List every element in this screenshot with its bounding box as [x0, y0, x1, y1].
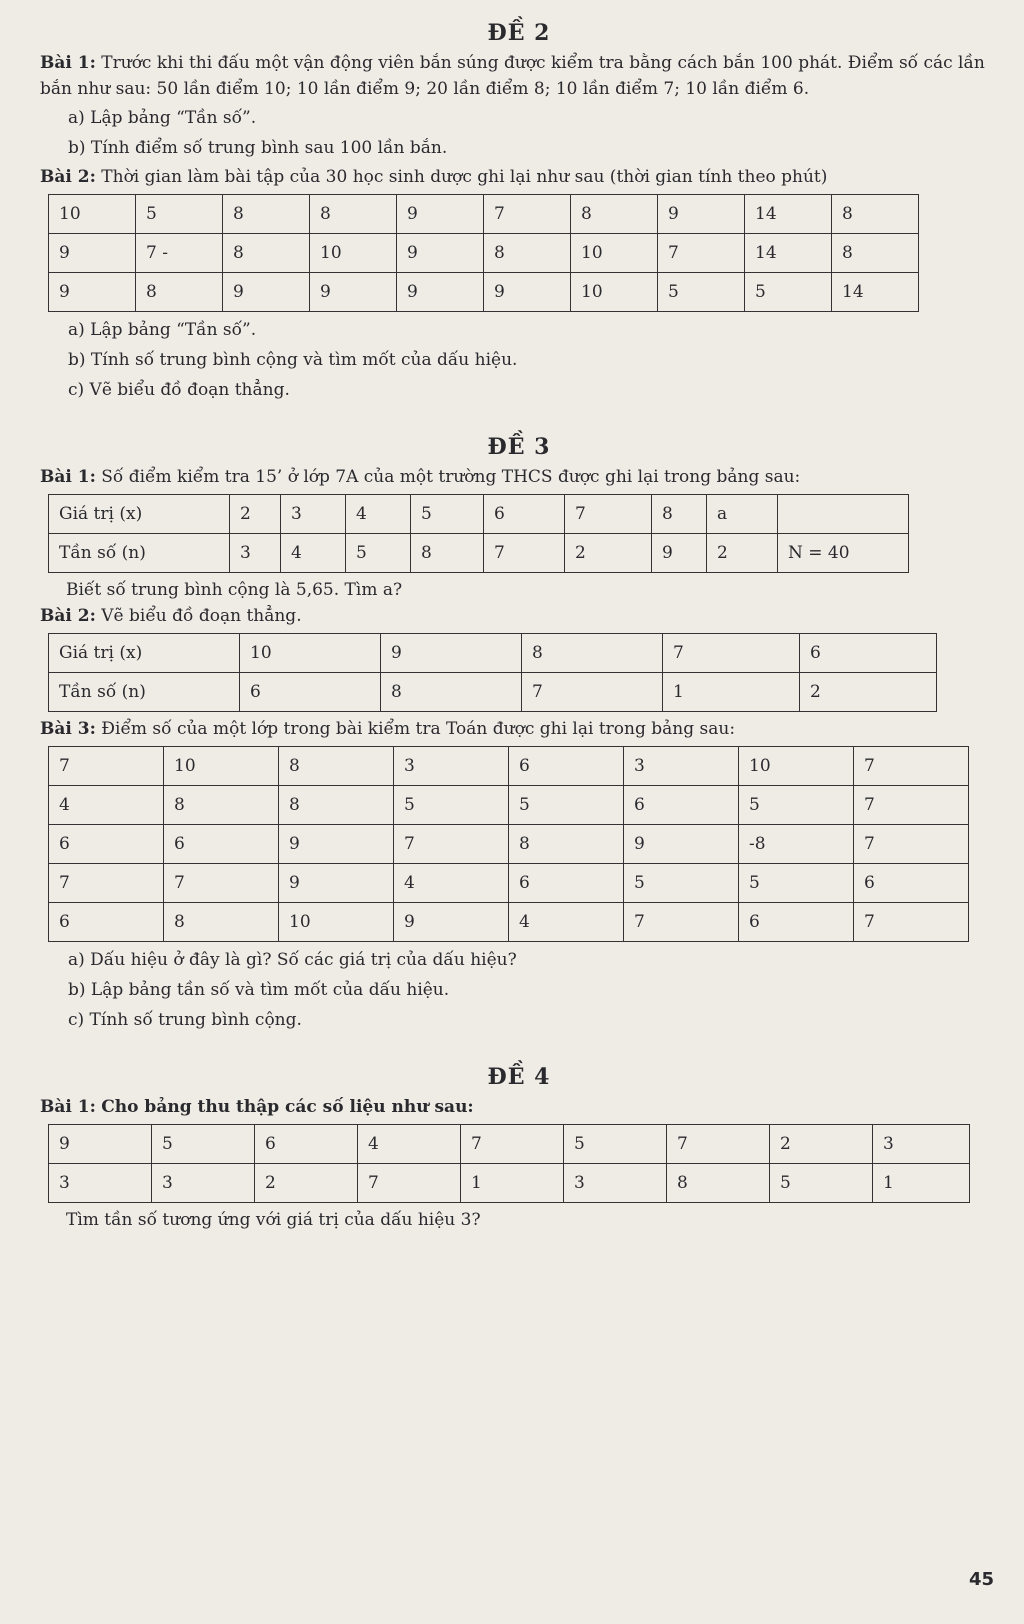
table-cell: 10 — [49, 195, 136, 234]
table-cell: N = 40 — [778, 534, 909, 573]
table-cell: 7 — [484, 534, 565, 573]
table-row — [49, 1164, 970, 1203]
de2-bai2-label: Bài 2: — [40, 167, 96, 187]
de4-bai1-text: Cho bảng thu thập các số liệu như sau: — [101, 1097, 474, 1117]
table-cell: 8 — [652, 495, 707, 534]
table-cell: 4 — [49, 786, 164, 825]
table-cell: 14 — [745, 195, 832, 234]
table-cell: 5 — [658, 273, 745, 312]
table-cell: -8 — [739, 825, 854, 864]
table-cell: 7 — [522, 673, 663, 712]
table-cell: 8 — [136, 273, 223, 312]
table-cell: 3 — [624, 747, 739, 786]
table-cell: 3 — [281, 495, 346, 534]
table-cell: 3 — [394, 747, 509, 786]
table-row — [49, 903, 969, 942]
table-cell: 8 — [310, 195, 397, 234]
table-cell: 7 — [624, 903, 739, 942]
de3-bai3-a: a) Dấu hiệu ở đây là gì? Số các giá trị của dấu hiệu? — [68, 950, 517, 970]
table-cell: 4 — [509, 903, 624, 942]
table-cell: 9 — [397, 195, 484, 234]
table-cell: 4 — [281, 534, 346, 573]
table-cell: 6 — [800, 634, 937, 673]
table-cell: 5 — [394, 786, 509, 825]
table-cell: 7 — [49, 864, 164, 903]
de3-bai2-text: Vẽ biểu đồ đoạn thẳng. — [101, 606, 302, 626]
table-row — [49, 864, 969, 903]
table-cell: 8 — [484, 234, 571, 273]
de2-bai2 — [40, 164, 998, 190]
table-cell: 8 — [571, 195, 658, 234]
table-cell: 9 — [279, 864, 394, 903]
table-cell: 6 — [509, 747, 624, 786]
de2-bai1-a: a) Lập bảng “Tần số”. — [68, 108, 257, 128]
table-cell: 10 — [279, 903, 394, 942]
table-cell: 6 — [509, 864, 624, 903]
table-cell: 2 — [230, 495, 281, 534]
table-cell: 6 — [484, 495, 565, 534]
table-row — [49, 825, 969, 864]
table-cell: 8 — [522, 634, 663, 673]
table-cell: 5 — [152, 1125, 255, 1164]
table-cell: 6 — [49, 825, 164, 864]
table-cell: 3 — [873, 1125, 970, 1164]
table-cell: 10 — [571, 234, 658, 273]
table-cell: a — [707, 495, 778, 534]
de3-bai3-label: Bài 3: — [40, 719, 96, 739]
table-row — [49, 673, 937, 712]
table-cell: Giá trị (x) — [49, 634, 240, 673]
table-cell: 6 — [164, 825, 279, 864]
table-cell: 9 — [624, 825, 739, 864]
table-cell: 10 — [571, 273, 658, 312]
table-cell: 9 — [310, 273, 397, 312]
table-cell: 4 — [358, 1125, 461, 1164]
de2-bai1 — [40, 50, 998, 102]
table-cell: 7 — [854, 903, 969, 942]
table-cell: 9 — [49, 273, 136, 312]
table-cell: 10 — [164, 747, 279, 786]
de3-title: ĐỀ 3 — [487, 434, 551, 460]
de3-bai3-table — [48, 746, 969, 942]
table-cell: 7 — [663, 634, 800, 673]
table-row — [49, 495, 909, 534]
de4-bai1-question: Tìm tần số tương ứng với giá trị của dấu hiệu 3? — [66, 1210, 481, 1230]
de3-bai1-text: Số điểm kiểm tra 15’ ở lớp 7A của một trường THCS được ghi lại trong bảng sau: — [101, 467, 801, 487]
table-cell: 8 — [223, 234, 310, 273]
table-cell: 9 — [397, 273, 484, 312]
de3-bai2 — [40, 603, 998, 629]
table-cell: 2 — [800, 673, 937, 712]
table-cell: 7 — [854, 825, 969, 864]
table-cell: 8 — [279, 747, 394, 786]
table-cell: 1 — [873, 1164, 970, 1203]
de3-bai3 — [40, 716, 998, 742]
table-cell: 14 — [745, 234, 832, 273]
table-cell: 14 — [832, 273, 919, 312]
table-row — [49, 273, 919, 312]
table-cell: 9 — [484, 273, 571, 312]
table-cell: 7 — [854, 747, 969, 786]
table-cell: 7 - — [136, 234, 223, 273]
table-cell: 3 — [49, 1164, 152, 1203]
table-cell: 5 — [411, 495, 484, 534]
de3-bai3-b: b) Lập bảng tần số và tìm mốt của dấu hiệu. — [68, 980, 450, 1000]
table-cell: 9 — [49, 234, 136, 273]
table-cell: 3 — [230, 534, 281, 573]
table-row — [49, 747, 969, 786]
table-cell: Tần số (n) — [49, 673, 240, 712]
table-cell: Tần số (n) — [49, 534, 230, 573]
table-cell: 8 — [164, 786, 279, 825]
de2-bai2-c: c) Vẽ biểu đồ đoạn thẳng. — [68, 380, 290, 400]
table-row — [49, 634, 937, 673]
table-cell: 9 — [381, 634, 522, 673]
table-cell: 5 — [136, 195, 223, 234]
table-cell: 8 — [223, 195, 310, 234]
table-cell: 8 — [411, 534, 484, 573]
table-cell: 7 — [461, 1125, 564, 1164]
table-cell: 1 — [461, 1164, 564, 1203]
table-cell: 5 — [564, 1125, 667, 1164]
table-cell: 7 — [164, 864, 279, 903]
table-cell: 8 — [164, 903, 279, 942]
table-row — [49, 234, 919, 273]
table-cell: 8 — [381, 673, 522, 712]
de2-bai2-table — [48, 194, 919, 312]
table-cell: 6 — [255, 1125, 358, 1164]
table-cell: 6 — [854, 864, 969, 903]
table-cell: 4 — [394, 864, 509, 903]
table-cell: 10 — [310, 234, 397, 273]
table-cell: 5 — [739, 864, 854, 903]
table-cell: 7 — [49, 747, 164, 786]
table-cell: 8 — [279, 786, 394, 825]
table-cell: 6 — [624, 786, 739, 825]
table-cell: 9 — [397, 234, 484, 273]
de4-bai1-table — [48, 1124, 970, 1203]
table-cell: 5 — [770, 1164, 873, 1203]
table-cell: 9 — [279, 825, 394, 864]
table-cell: 7 — [565, 495, 652, 534]
table-cell: 5 — [509, 786, 624, 825]
table-cell: 1 — [663, 673, 800, 712]
table-cell: 7 — [484, 195, 571, 234]
table-cell: 7 — [667, 1125, 770, 1164]
de2-title: ĐỀ 2 — [487, 20, 551, 46]
table-cell: 10 — [240, 634, 381, 673]
table-cell: 7 — [854, 786, 969, 825]
table-cell: Giá trị (x) — [49, 495, 230, 534]
de3-bai2-label: Bài 2: — [40, 606, 96, 626]
table-row — [49, 786, 969, 825]
de2-bai1-label: Bài 1: — [40, 53, 96, 73]
table-cell: 9 — [652, 534, 707, 573]
table-cell: 2 — [565, 534, 652, 573]
table-cell: 5 — [739, 786, 854, 825]
de3-bai1-table — [48, 494, 909, 573]
table-cell: 6 — [240, 673, 381, 712]
table-cell: 2 — [255, 1164, 358, 1203]
table-row — [49, 195, 919, 234]
table-cell: 9 — [223, 273, 310, 312]
de2-bai2-a: a) Lập bảng “Tần số”. — [68, 320, 257, 340]
table-cell: 2 — [770, 1125, 873, 1164]
table-cell: 9 — [658, 195, 745, 234]
de2-bai2-text: Thời gian làm bài tập của 30 học sinh dược ghi lại như sau (thời gian tính theo phút) — [101, 167, 828, 187]
table-cell: 7 — [358, 1164, 461, 1203]
table-cell: 9 — [49, 1125, 152, 1164]
table-cell: 7 — [394, 825, 509, 864]
table-cell: 8 — [509, 825, 624, 864]
table-cell: 6 — [739, 903, 854, 942]
table-cell: 3 — [152, 1164, 255, 1203]
table-cell: 6 — [49, 903, 164, 942]
de3-bai1 — [40, 464, 998, 490]
de3-bai1-label: Bài 1: — [40, 467, 96, 487]
table-cell: 5 — [346, 534, 411, 573]
de3-bai2-table — [48, 633, 937, 712]
table-cell — [778, 495, 909, 534]
de4-bai1-label: Bài 1: — [40, 1097, 96, 1117]
page-number: 45 — [968, 1569, 994, 1590]
table-cell: 5 — [745, 273, 832, 312]
de2-bai1-text: Trước khi thi đấu một vận động viên bắn súng được kiểm tra bằng cách bắn 100 phát. Điểm số các lần bắn như sau: 50 lần điểm 10; 10 lần điểm 9; 20 lần điểm 8; 10 lần điểm 7; 10 lần điểm 6. — [40, 53, 985, 99]
de2-bai2-b: b) Tính số trung bình cộng và tìm mốt của dấu hiệu. — [68, 350, 518, 370]
table-cell: 7 — [658, 234, 745, 273]
table-cell: 4 — [346, 495, 411, 534]
de3-bai3-text: Điểm số của một lớp trong bài kiểm tra Toán được ghi lại trong bảng sau: — [101, 719, 736, 739]
table-cell: 9 — [394, 903, 509, 942]
table-cell: 5 — [624, 864, 739, 903]
table-cell: 3 — [564, 1164, 667, 1203]
table-cell: 10 — [739, 747, 854, 786]
table-cell: 2 — [707, 534, 778, 573]
table-cell: 8 — [667, 1164, 770, 1203]
de2-bai1-b: b) Tính điểm số trung bình sau 100 lần bắn. — [68, 138, 448, 158]
de4-bai1 — [40, 1094, 998, 1120]
de3-bai3-c: c) Tính số trung bình cộng. — [68, 1010, 302, 1030]
de3-bai1-question: Biết số trung bình cộng là 5,65. Tìm a? — [66, 580, 403, 600]
table-cell: 8 — [832, 195, 919, 234]
table-row — [49, 1125, 970, 1164]
table-row — [49, 534, 909, 573]
table-cell: 8 — [832, 234, 919, 273]
de4-title: ĐỀ 4 — [487, 1064, 551, 1090]
